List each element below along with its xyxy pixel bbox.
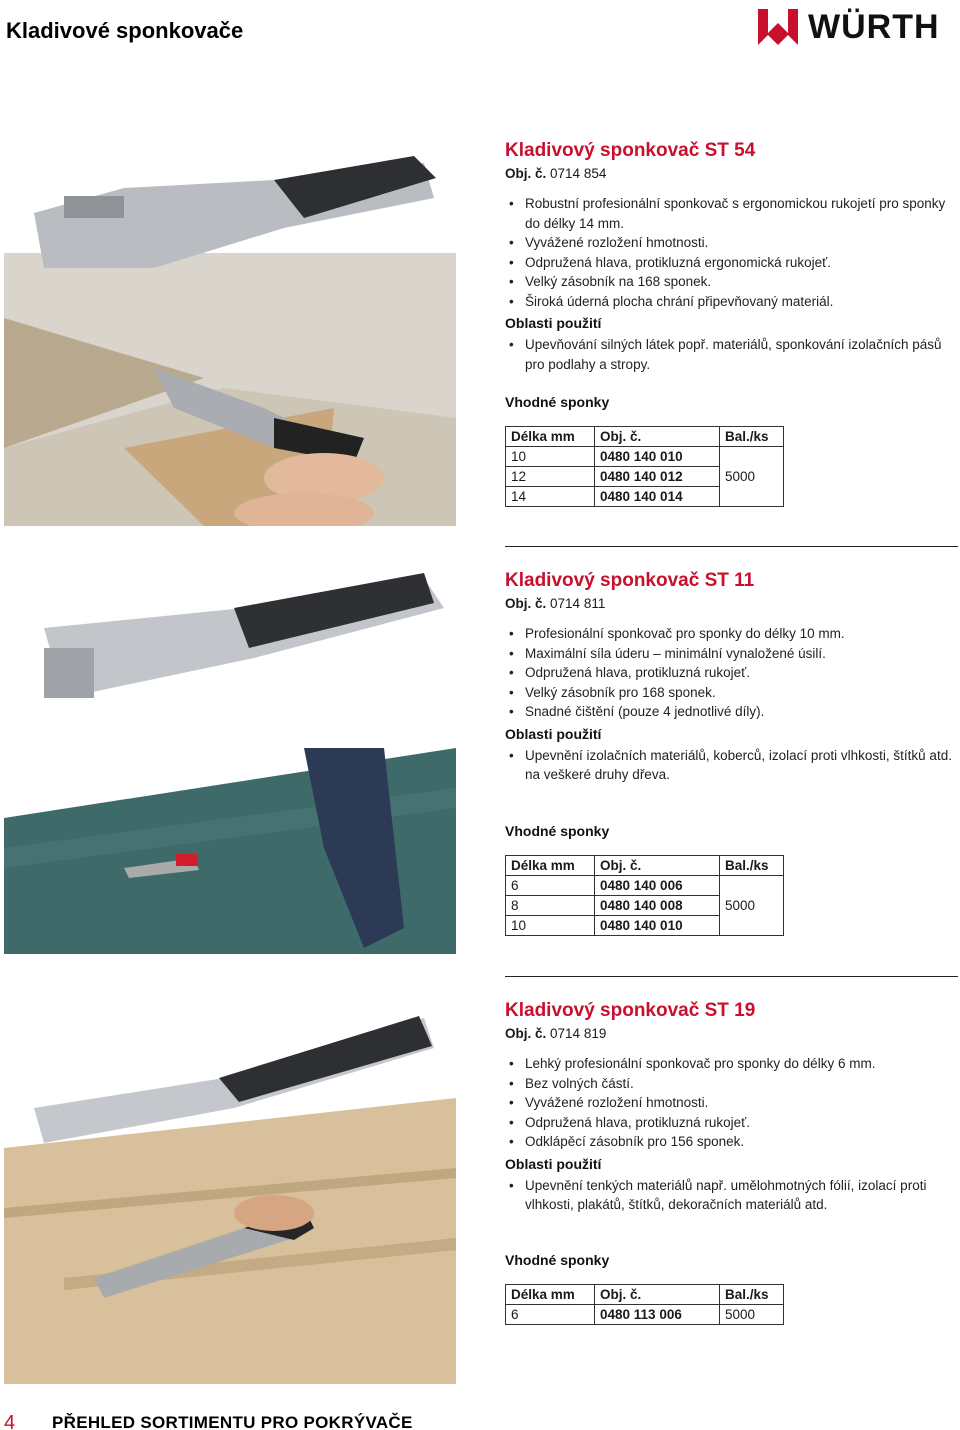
pack-cell: 5000: [720, 1305, 784, 1325]
table-header-row: [506, 1285, 784, 1305]
code-cell: 0480 113 006: [595, 1305, 720, 1325]
feature-list: [505, 1054, 955, 1152]
length-cell: 10: [506, 916, 595, 936]
staples-table: [505, 426, 784, 507]
column-header: Bal./ks: [720, 427, 784, 447]
length-cell: 6: [506, 876, 595, 896]
staples-table: [505, 855, 784, 936]
code-cell: 0480 140 006: [595, 876, 720, 896]
column-header: Obj. č.: [595, 1285, 720, 1305]
list-item: • Odpružená hlava, protikluzná rukojeť.: [505, 1113, 955, 1133]
list-item: • Široká úderná plocha chrání připevňovaný materiál.: [505, 292, 955, 312]
feature-list: [505, 624, 955, 722]
product-title: Kladivový sponkovač ST 11: [505, 570, 755, 591]
applications-heading: Oblasti použití: [505, 315, 602, 331]
table-row: [506, 1305, 784, 1325]
order-number: [505, 164, 955, 183]
list-item: • Upevnění tenkých materiálů např. umělohmotných fólií, izolací proti vlhkosti, plakátů, štítků, dekoračních materiálů atd.: [505, 1176, 955, 1215]
table-header-row: [506, 427, 784, 447]
staples-block-st54: [505, 394, 955, 507]
column-header: Obj. č.: [595, 856, 720, 876]
applications-list: [505, 1176, 955, 1215]
column-header: Bal./ks: [720, 1285, 784, 1305]
pack-cell: 5000: [720, 447, 784, 507]
wurth-logo-icon: [756, 7, 800, 47]
column-header: Délka mm: [506, 856, 595, 876]
order-number: [505, 594, 955, 613]
column-header: Bal./ks: [720, 856, 784, 876]
length-cell: 8: [506, 896, 595, 916]
applications-list: [505, 746, 955, 785]
order-label: Obj. č.: [505, 166, 547, 181]
list-item: • Maximální síla úderu – minimální vynaložené úsilí.: [505, 644, 955, 664]
list-item: • Profesionální sponkovač pro sponky do délky 10 mm.: [505, 624, 955, 644]
product-section-st19: [505, 1000, 955, 1215]
list-item: • Bez volných částí.: [505, 1074, 955, 1094]
table-header-row: [506, 856, 784, 876]
feature-list: [505, 194, 955, 311]
applications-heading: Oblasti použití: [505, 1155, 602, 1172]
order-number: [505, 1024, 955, 1043]
list-item: • Lehký profesionální sponkovač pro sponky do délky 6 mm.: [505, 1054, 955, 1074]
product-image-st54: [4, 118, 456, 526]
staples-block-st19: [505, 1252, 955, 1325]
staples-table: [505, 1284, 784, 1325]
order-value: 0714 819: [550, 1026, 607, 1041]
list-item: • Snadné čištění (pouze 4 jednotlivé díly).: [505, 702, 955, 722]
product-section-st54: [505, 140, 955, 374]
table-row: [506, 447, 784, 467]
list-item: • Upevňování silných látek popř. materiálů, sponkování izolačních pásů pro podlahy a stropy.: [505, 335, 955, 374]
staples-block-st11: [505, 823, 955, 936]
order-label: Obj. č.: [505, 596, 547, 611]
order-value: 0714 854: [550, 166, 607, 181]
list-item: • Upevnění izolačních materiálů, koberců, izolací proti vlhkosti, štítků atd. na veškeré druhy dřeva.: [505, 746, 955, 785]
product-title: Kladivový sponkovač ST 54: [505, 140, 756, 161]
applications-heading: Oblasti použití: [505, 725, 602, 742]
section-divider: [505, 546, 958, 547]
page-number: 4: [4, 1412, 16, 1430]
code-cell: 0480 140 008: [595, 896, 720, 916]
column-header: Obj. č.: [595, 427, 720, 447]
column-header: Délka mm: [506, 1285, 595, 1305]
length-cell: 14: [506, 487, 595, 507]
list-item: • Velký zásobník na 168 sponek.: [505, 272, 955, 292]
staples-heading: Vhodné sponky: [505, 1252, 610, 1268]
staples-heading: Vhodné sponky: [505, 823, 610, 839]
section-divider: [505, 976, 958, 977]
code-cell: 0480 140 012: [595, 467, 720, 487]
product-title: Kladivový sponkovač ST 19: [505, 1000, 756, 1021]
list-item: • Robustní profesionální sponkovač s ergonomickou rukojetí pro sponky do délky 14 mm.: [505, 194, 955, 233]
product-image-st19: [4, 978, 456, 1384]
list-item: • Velký zásobník pro 168 sponek.: [505, 683, 955, 703]
order-value: 0714 811: [550, 596, 606, 611]
footer-title: PŘEHLED SORTIMENTU PRO POKRÝVAČE: [52, 1413, 413, 1430]
code-cell: 0480 140 010: [595, 447, 720, 467]
code-cell: 0480 140 014: [595, 487, 720, 507]
order-label: Obj. č.: [505, 1026, 547, 1041]
list-item: • Odklápěcí zásobník pro 156 sponek.: [505, 1132, 955, 1152]
product-image-st11: [4, 548, 456, 954]
length-cell: 10: [506, 447, 595, 467]
product-section-st11: [505, 570, 955, 785]
code-cell: 0480 140 010: [595, 916, 720, 936]
page-title: Kladivové sponkovače: [6, 18, 244, 43]
pack-cell: 5000: [720, 876, 784, 936]
list-item: • Odpružená hlava, protikluzná ergonomická rukojeť.: [505, 253, 955, 273]
table-row: [506, 876, 784, 896]
applications-list: [505, 335, 955, 374]
list-item: • Vyvážené rozložení hmotnosti.: [505, 233, 955, 253]
logo-text: WÜRTH: [808, 7, 940, 46]
wurth-logo: [756, 5, 956, 49]
list-item: • Vyvážené rozložení hmotnosti.: [505, 1093, 955, 1113]
length-cell: 12: [506, 467, 595, 487]
staples-heading: Vhodné sponky: [505, 394, 610, 410]
list-item: • Odpružená hlava, protikluzná rukojeť.: [505, 663, 955, 683]
column-header: Délka mm: [506, 427, 595, 447]
length-cell: 6: [506, 1305, 595, 1325]
